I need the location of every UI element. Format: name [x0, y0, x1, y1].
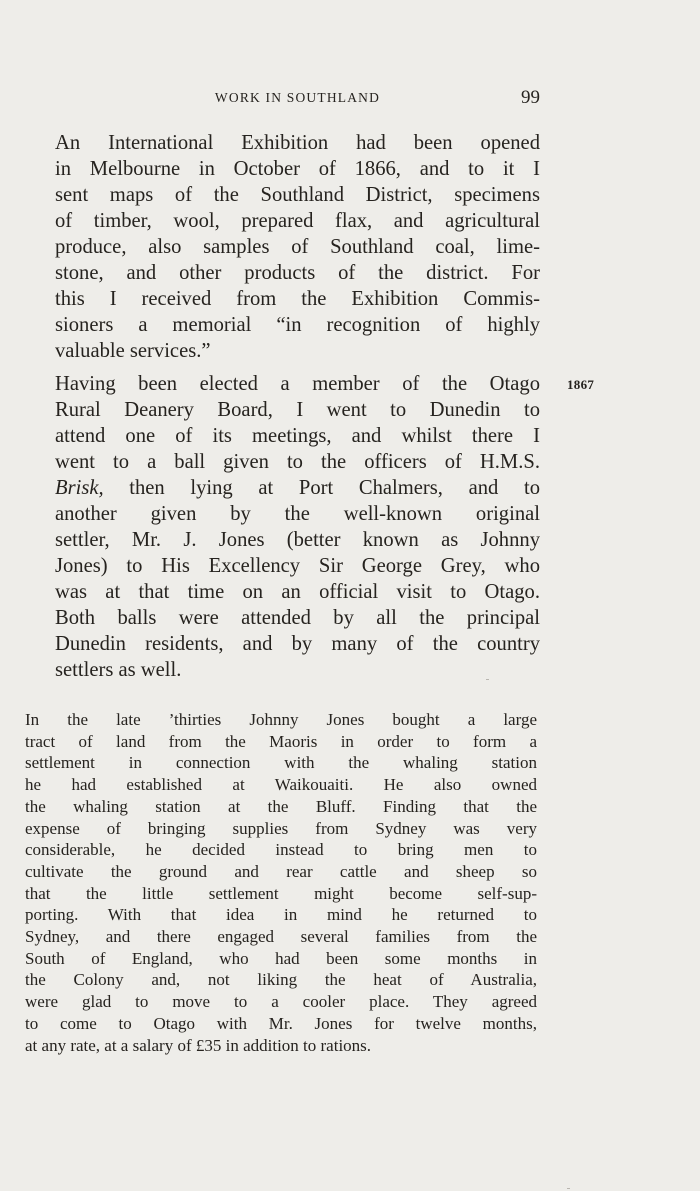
text-line: An International Exhibition had been opened [55, 132, 540, 154]
text-line: Jones) to His Excellency Sir George Grey, who [55, 555, 540, 577]
footnote-line: he had established at Waikouaiti. He also owned [25, 775, 537, 795]
text-line: stone, and other products of the district. For [55, 262, 540, 284]
footnote-line: In the late ’thirties Johnny Jones bought a large [25, 710, 537, 729]
running-head [55, 88, 540, 110]
footnote-line: at any rate, at a salary of £35 in addition to rations. [25, 1035, 372, 1055]
footnote-line: porting. With that idea in mind he returned to [25, 905, 537, 925]
text-line: went to a ball given to the officers of H.M.S. [55, 451, 540, 473]
footnote-johnny-jones [25, 709, 537, 1056]
text-line: settler, Mr. J. Jones (better known as Johnny [55, 529, 540, 551]
ship-name-italic: Brisk, [55, 477, 104, 499]
running-title: WORK IN SOUTHLAND [214, 90, 381, 105]
footnote-line: considerable, he decided instead to bring men to [25, 840, 537, 860]
footnote-line: tract of land from the Maoris in order to form a [25, 731, 537, 751]
text-line: of timber, wool, prepared flax, and agricultural [55, 210, 540, 232]
text-line: attend one of its meetings, and whilst there I [55, 425, 540, 447]
text-line-brisk [55, 475, 540, 501]
paragraph-otago-visit [55, 371, 540, 683]
text-line: Rural Deanery Board, I went to Dunedin to [55, 399, 540, 421]
text-line: Both balls were attended by all the principal [55, 607, 540, 629]
page-number: 99 [521, 87, 540, 108]
footnote-line: to come to Otago with Mr. Jones for twelve months, [25, 1013, 537, 1033]
text-line: another given by the well-known original [55, 503, 540, 525]
footnote-line: settlement in connection with the whaling station [25, 753, 537, 773]
text-line: was at that time on an official visit to Otago. [55, 581, 540, 603]
paper-speck [567, 1188, 570, 1189]
text-line: sioners a memorial “in recognition of highly [55, 314, 540, 336]
footnote-line: the whaling station at the Bluff. Finding that the [25, 796, 537, 816]
footnote-line: Sydney, and there engaged several families from the [25, 927, 537, 947]
footnote-line: the Colony and, not liking the heat of Australia, [25, 970, 537, 990]
text-line: Dunedin residents, and by many of the country [55, 633, 540, 655]
footnote-line: cultivate the ground and rear cattle and sheep so [25, 861, 537, 881]
paragraph-exhibition [55, 130, 540, 364]
text-line: this I received from the Exhibition Commis- [55, 288, 540, 310]
footnote-line: that the little settlement might become self-sup- [25, 883, 537, 903]
footnote-line: were glad to move to a cooler place. They agreed [25, 992, 537, 1012]
text-line-rest: then lying at Port Chalmers, and to [103, 477, 540, 499]
footnote-line: expense of bringing supplies from Sydney was very [25, 818, 537, 838]
text-line: valuable services.” [55, 340, 211, 362]
text-line: in Melbourne in October of 1866, and to it I [55, 158, 540, 180]
paper-speck [486, 679, 489, 680]
text-line: Having been elected a member of the Otago [55, 373, 540, 395]
text-line: sent maps of the Southland District, specimens [55, 184, 540, 206]
footnote-line: South of England, who had been some months in [25, 948, 537, 968]
text-line: settlers as well. [55, 659, 182, 681]
text-line: produce, also samples of Southland coal, lime- [55, 236, 540, 258]
margin-year-note: 1867 [567, 377, 595, 392]
